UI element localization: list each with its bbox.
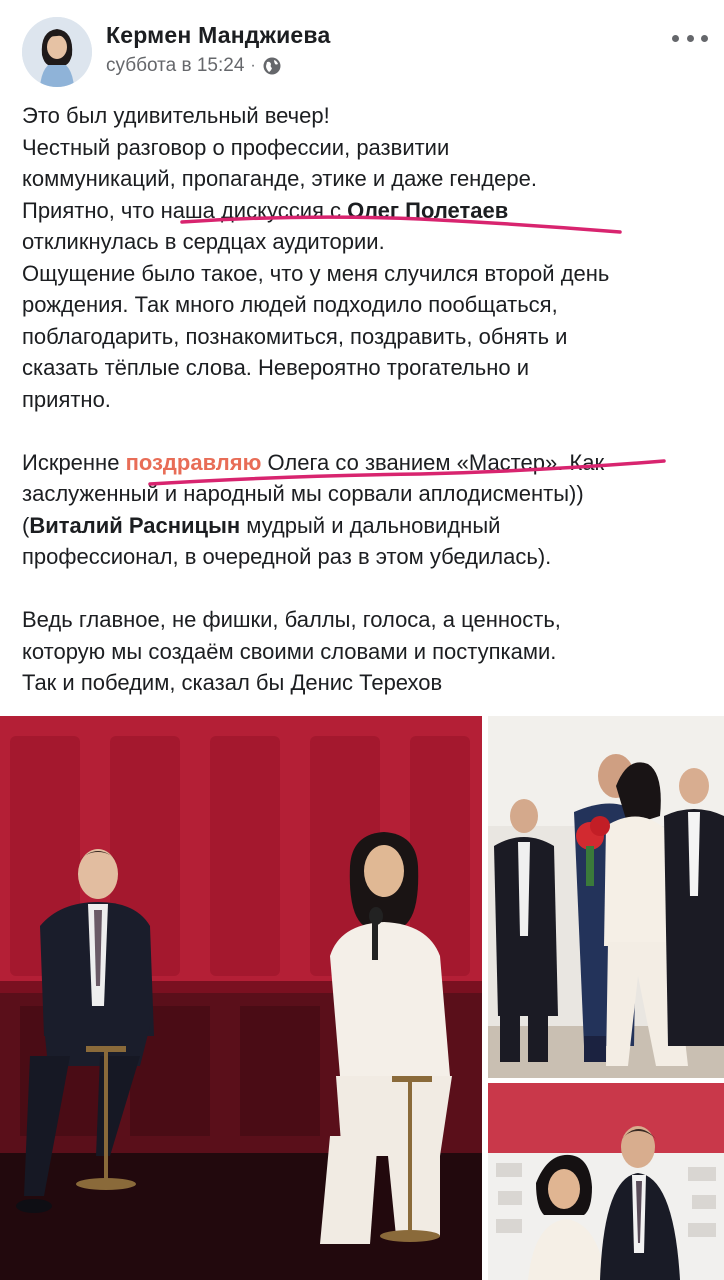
avatar-image — [22, 17, 92, 87]
mention-tag-oleg[interactable]: Олег Полетаев — [347, 197, 509, 223]
text-line: Ощущение было такое, что у меня случился второй день — [22, 260, 610, 286]
text-line: заслуженный и народный мы сорвали аплодисменты)) — [22, 481, 584, 506]
text-line: профессионал, в очередной раз в этом убедилась). — [22, 544, 552, 569]
text-line: приятно. — [22, 386, 111, 412]
globe-icon[interactable] — [262, 56, 282, 76]
more-options-icon[interactable] — [672, 26, 708, 50]
paragraph-gap — [22, 573, 712, 605]
paragraph-gap — [22, 415, 712, 447]
post-text — [22, 100, 712, 699]
text-fragment: ( — [22, 512, 30, 538]
ceremony-image — [488, 716, 724, 1078]
stage-image — [0, 716, 482, 1280]
text-fragment: Олега со званием «Мастер». Как — [261, 449, 605, 475]
text-fragment: Приятно, что наша дискуссия с — [22, 197, 348, 223]
post-header — [0, 0, 724, 92]
mention-tag-vitaly[interactable]: Виталий Расницын — [29, 512, 241, 538]
text-line — [22, 195, 712, 227]
author-name[interactable]: Кермен Манджиева — [106, 22, 331, 48]
text-line: которую мы создаём своими словами и поступками. — [22, 638, 557, 664]
photo-press-wall[interactable] — [488, 1083, 724, 1280]
text-line: рождения. Так много людей подходило пообщаться, — [22, 292, 558, 317]
text-line: Это был удивительный вечер! — [22, 103, 330, 128]
meta-separator: · — [250, 57, 256, 74]
press-wall-image — [488, 1083, 724, 1280]
post-meta — [106, 55, 282, 77]
congrats-link[interactable]: поздравляю — [125, 449, 262, 475]
post-timestamp[interactable]: суббота в 15:24 — [106, 55, 245, 76]
text-line: Честный разговор о профессии, развитии — [22, 134, 450, 160]
photo-stage-discussion[interactable] — [0, 716, 482, 1280]
text-line — [22, 447, 712, 479]
text-line: поблагодарить, познакомиться, поздравить, обнять и — [22, 323, 568, 349]
text-line: сказать тёплые слова. Невероятно трогательно и — [22, 355, 530, 380]
text-line: Так и победим, сказал бы Денис Терехов — [22, 670, 443, 695]
text-fragment: Искренне — [22, 449, 126, 475]
text-line — [22, 510, 712, 542]
photo-award-ceremony[interactable] — [488, 716, 724, 1078]
text-fragment: мудрый и дальновидный — [240, 512, 501, 538]
text-line: откликнулась в сердцах аудитории. — [22, 229, 385, 254]
text-line: коммуникаций, пропаганде, этике и даже гендере. — [22, 166, 537, 191]
author-avatar[interactable] — [22, 17, 92, 87]
text-line: Ведь главное, не фишки, баллы, голоса, а ценность, — [22, 607, 561, 632]
